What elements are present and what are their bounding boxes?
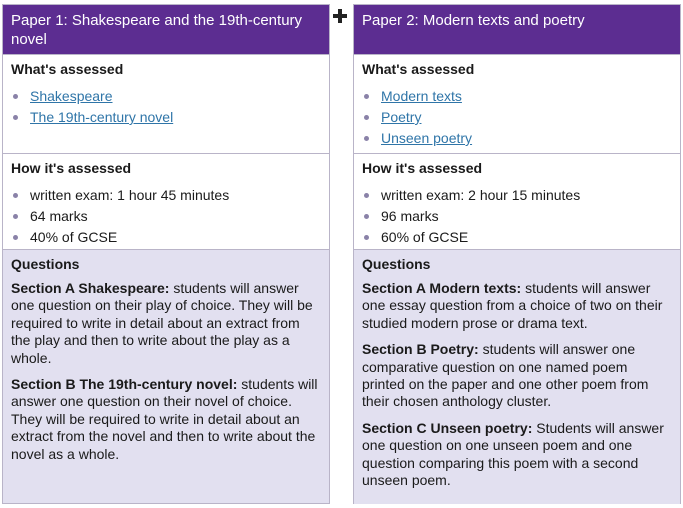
list-item: 64 marks — [11, 206, 321, 227]
list-item — [362, 128, 672, 149]
list-item — [362, 86, 672, 107]
plus-icon — [333, 9, 347, 23]
paper-2-how-assessed — [354, 153, 680, 249]
questions-heading: Questions — [362, 256, 431, 272]
whats-assessed-heading: What's assessed — [362, 61, 475, 77]
section-text: students will answer one question on their play of choice. They will be required to write in detail about an extract from the play and then to write about the play as a whole. — [11, 280, 313, 366]
question-section — [11, 280, 321, 367]
question-section — [362, 341, 672, 411]
question-section — [11, 376, 321, 463]
paper-2-questions — [354, 249, 680, 504]
list-item: 96 marks — [362, 206, 672, 227]
paper-1-questions — [3, 249, 329, 503]
section-text: students will answer one essay question from a choice of two on their studied modern prose or drama text. — [362, 280, 663, 331]
section-text: students will answer one comparative question on one named poem printed on the paper and one other poem from their chosen anthology cluster. — [362, 341, 649, 410]
how-assessed-list — [11, 185, 321, 248]
link-19th-century-novel[interactable]: The 19th-century novel — [30, 109, 174, 125]
section-title: Section C Unseen poetry: — [362, 419, 533, 436]
link-shakespeare[interactable]: Shakespeare — [30, 88, 113, 104]
whats-assessed-heading: What's assessed — [11, 61, 124, 77]
paper-2-card — [353, 4, 681, 504]
paper-2-title: Paper 2: Modern texts and poetry — [354, 5, 680, 54]
section-text: students will answer one question on their novel of choice. They will be required to write in detail about an extract from the novel and then to write about the novel as a whole. — [11, 376, 318, 462]
paper-1-whats-assessed — [3, 54, 329, 153]
questions-heading: Questions — [11, 256, 80, 272]
how-assessed-heading: How it's assessed — [362, 160, 483, 176]
list-item: written exam: 2 hour 15 minutes — [362, 185, 672, 206]
section-text: Students will answer one question on one unseen poem and one question comparing this poem with a second unseen poem. — [362, 419, 664, 489]
how-assessed-heading: How it's assessed — [11, 160, 132, 176]
list-item: written exam: 1 hour 45 minutes — [11, 185, 321, 206]
list-item — [362, 107, 672, 128]
list-item: 40% of GCSE — [11, 227, 321, 248]
question-section — [362, 280, 672, 332]
section-title: Section B Poetry: — [362, 341, 479, 358]
whats-assessed-list — [362, 86, 672, 149]
section-title: Section A Modern texts: — [362, 280, 522, 296]
question-section — [362, 420, 672, 490]
paper-1-title: Paper 1: Shakespeare and the 19th-century novel — [3, 5, 329, 54]
link-poetry[interactable]: Poetry — [381, 109, 422, 125]
list-item — [11, 107, 321, 128]
list-item: 60% of GCSE — [362, 227, 672, 248]
paper-1-card — [2, 4, 330, 504]
how-assessed-list — [362, 185, 672, 248]
list-item — [11, 86, 321, 107]
link-modern-texts[interactable]: Modern texts — [381, 88, 462, 104]
paper-1-how-assessed — [3, 153, 329, 249]
link-unseen-poetry[interactable]: Unseen poetry — [381, 130, 473, 146]
paper-2-whats-assessed — [354, 54, 680, 153]
section-title: Section A Shakespeare: — [11, 280, 170, 296]
whats-assessed-list — [11, 86, 321, 128]
section-title: Section B The 19th-century novel: — [11, 376, 238, 393]
